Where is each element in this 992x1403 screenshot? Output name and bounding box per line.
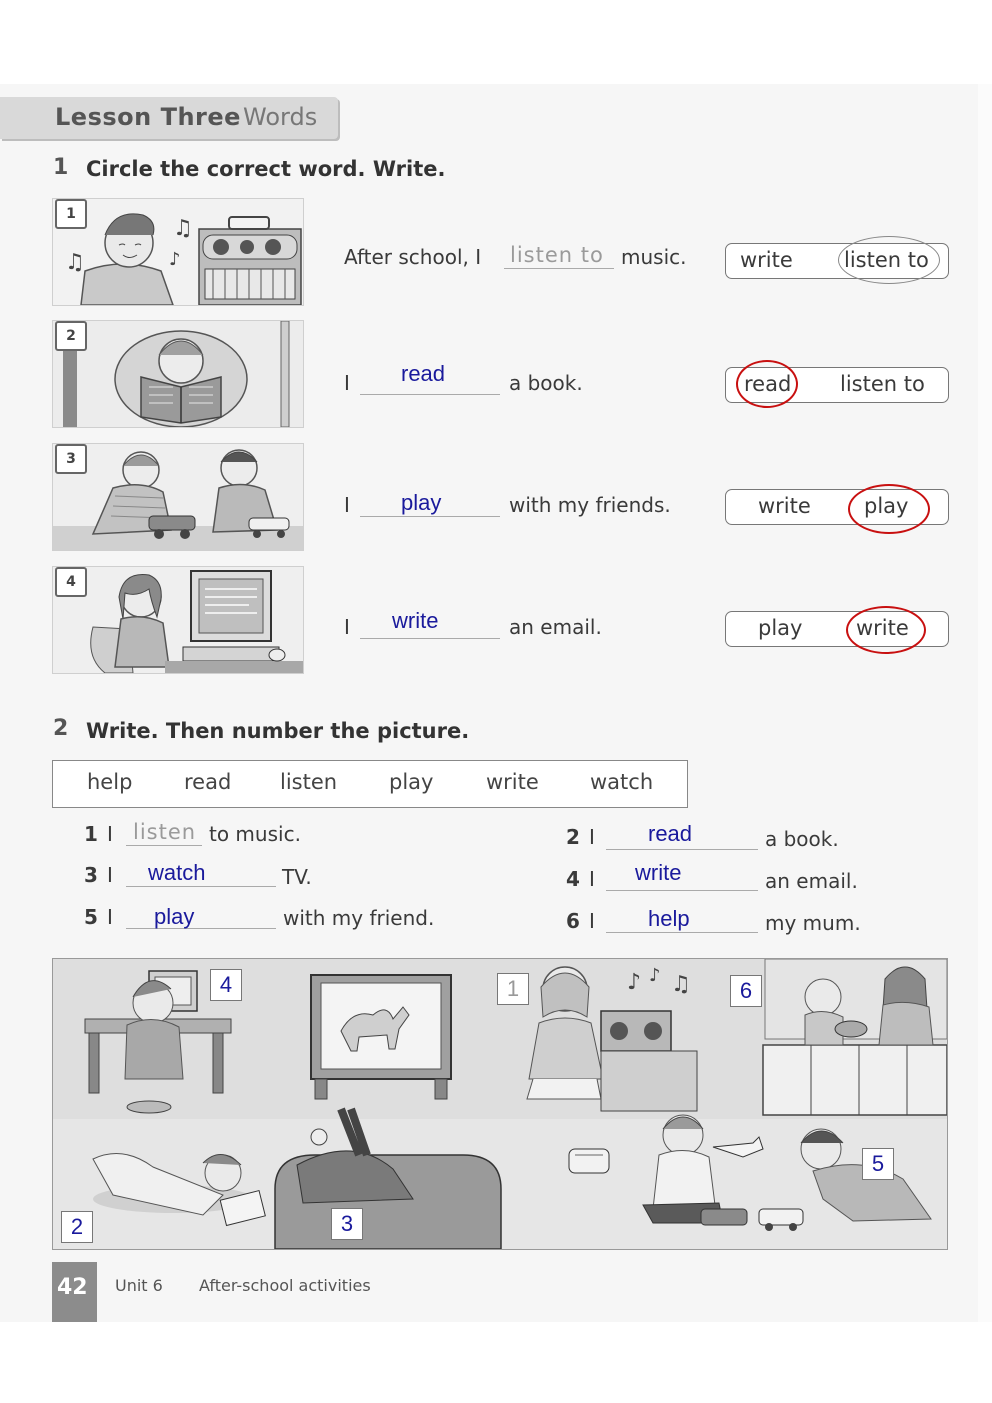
item-number-box: 4 <box>55 567 87 597</box>
ex2-item-number: 2 <box>566 825 580 849</box>
ex2-handwritten-answer-3: watch <box>148 860 206 885</box>
scene-label-music[interactable]: 1 <box>497 973 529 1005</box>
answer-blank-2[interactable] <box>360 394 500 395</box>
exercise1-instruction: Circle the correct word. Write. <box>86 157 446 181</box>
choice-3a[interactable]: write <box>758 494 811 518</box>
ex2-handwritten-answer-5: play <box>154 904 195 929</box>
item-number-box: 1 <box>55 199 87 229</box>
lesson-title: Lesson Three <box>55 103 241 131</box>
lesson-topic: Words <box>243 103 318 131</box>
ex2-handwritten-answer-4: write <box>635 860 682 885</box>
ex2-example-answer: listen <box>133 820 197 844</box>
ex2-pronoun: I <box>589 909 595 933</box>
exercise2-number: 2 <box>53 716 69 741</box>
word-bank-item: listen <box>280 770 338 794</box>
footer-unit: Unit 6 <box>115 1276 163 1295</box>
exercise2-instruction: Write. Then number the picture. <box>86 719 470 743</box>
sentence-3-start: I <box>344 493 350 517</box>
scene-label-kitchen[interactable]: 6 <box>730 975 762 1007</box>
svg-text:♪: ♪ <box>627 970 642 995</box>
sentence-1-start: After school, I <box>344 245 482 269</box>
example-answer-1: listen to <box>510 243 604 267</box>
choice-4b[interactable]: write <box>856 616 909 640</box>
ex2-item-number: 1 <box>84 822 98 846</box>
sentence-2-start: I <box>344 371 350 395</box>
ex2-answer-blank-3[interactable] <box>126 886 276 887</box>
handwritten-answer-3: play <box>401 490 442 515</box>
svg-text:♫: ♫ <box>671 972 691 997</box>
ex2-sentence-end: a book. <box>765 827 839 851</box>
ex2-item-number: 4 <box>566 867 580 891</box>
page-edge <box>978 84 992 1322</box>
word-bank-item: play <box>389 770 434 794</box>
ex2-answer-blank-4[interactable] <box>606 890 758 891</box>
picture-children-playing-cars <box>52 443 304 551</box>
svg-text:♫: ♫ <box>65 250 85 275</box>
choice-3b[interactable]: play <box>864 494 909 518</box>
sentence-2-end: a book. <box>509 371 583 395</box>
word-bank-item: write <box>486 770 539 794</box>
choice-1a[interactable]: write <box>740 248 793 272</box>
ex2-sentence-end: my mum. <box>765 911 861 935</box>
choice-2a[interactable]: read <box>744 372 792 396</box>
exercise1-number: 1 <box>53 155 69 180</box>
ex2-sentence-end: with my friend. <box>283 906 435 930</box>
item-number-box: 2 <box>55 321 87 351</box>
sentence-4-start: I <box>344 615 350 639</box>
choice-1b[interactable]: listen to <box>844 248 929 272</box>
ex2-item-number: 6 <box>566 909 580 933</box>
ex2-sentence-end: an email. <box>765 869 858 893</box>
handwritten-answer-2: read <box>401 361 446 386</box>
scene-label-tv[interactable]: 3 <box>331 1208 363 1240</box>
picture-boy-listening-music <box>52 198 304 306</box>
handwritten-answer-4: write <box>392 608 439 633</box>
item-number-box: 3 <box>55 444 87 474</box>
ex2-sentence-end: to music. <box>209 822 301 846</box>
word-bank-item: help <box>87 770 133 794</box>
sentence-1-end: music. <box>621 245 687 269</box>
word-bank <box>52 760 688 808</box>
ex2-handwritten-answer-2: read <box>648 821 693 846</box>
scene-label-playing[interactable]: 5 <box>862 1148 894 1180</box>
scene-illustration-room <box>52 958 948 1250</box>
ex2-answer-blank-1[interactable] <box>126 845 202 846</box>
ex2-item-number: 5 <box>84 905 98 929</box>
red-circle-mark <box>736 360 798 408</box>
red-circle-mark <box>848 484 930 534</box>
answer-blank-1[interactable] <box>504 268 614 269</box>
ex2-answer-blank-6[interactable] <box>606 932 758 933</box>
footer-topic: After-school activities <box>199 1276 371 1295</box>
page-number: 42 <box>57 1275 88 1300</box>
sentence-3-end: with my friends. <box>509 493 671 517</box>
ex2-sentence-end: TV. <box>282 865 312 889</box>
choice-4a[interactable]: play <box>758 616 803 640</box>
red-circle-mark <box>846 606 926 654</box>
word-bank-item: watch <box>590 770 654 794</box>
choice-2b[interactable]: listen to <box>840 372 925 396</box>
word-bank-item: read <box>184 770 232 794</box>
svg-text:♫: ♫ <box>173 216 193 241</box>
ex2-pronoun: I <box>107 863 113 887</box>
svg-text:♪: ♪ <box>169 249 181 270</box>
ex2-pronoun: I <box>589 867 595 891</box>
ex2-answer-blank-2[interactable] <box>606 849 758 850</box>
svg-text:♪: ♪ <box>649 965 661 986</box>
ex2-answer-blank-5[interactable] <box>126 928 276 929</box>
ex2-item-number: 3 <box>84 863 98 887</box>
ex2-pronoun: I <box>589 825 595 849</box>
ex2-handwritten-answer-6: help <box>648 906 690 931</box>
example-circle-mark <box>838 236 940 284</box>
sentence-4-end: an email. <box>509 615 602 639</box>
picture-girl-writing-email <box>52 566 304 674</box>
ex2-pronoun: I <box>107 905 113 929</box>
scene-label-computer[interactable]: 4 <box>210 969 242 1001</box>
picture-girl-reading-book <box>52 320 304 428</box>
answer-blank-4[interactable] <box>360 638 500 639</box>
ex2-pronoun: I <box>107 822 113 846</box>
scene-label-reading[interactable]: 2 <box>61 1211 93 1243</box>
answer-blank-3[interactable] <box>360 516 500 517</box>
